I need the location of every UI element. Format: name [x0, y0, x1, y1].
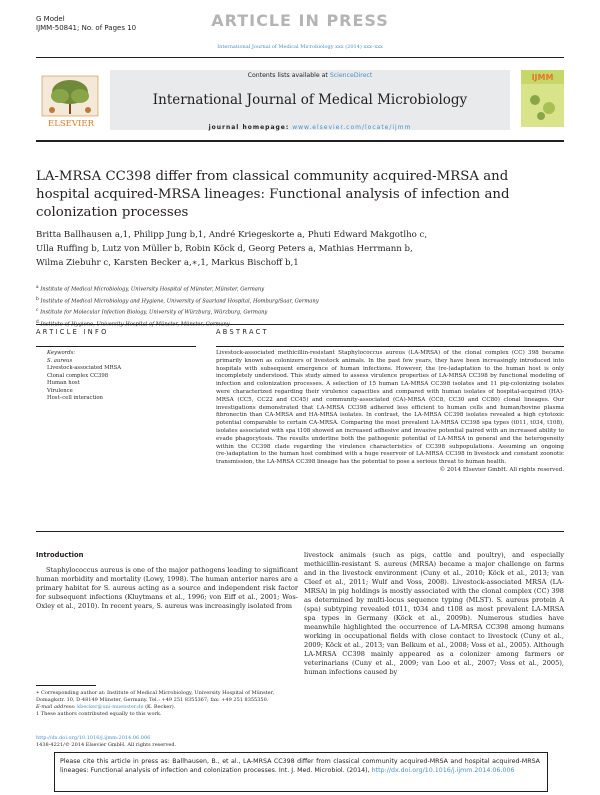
doi-link[interactable]: http://dx.doi.org/10.1016/j.ijmm.2014.06.006 — [36, 735, 151, 741]
email-label: E-mail address: — [36, 704, 76, 710]
sciencedirect-link[interactable]: ScienceDirect — [329, 72, 373, 79]
keywords-block — [47, 350, 197, 403]
email-suffix: (K. Becker). — [145, 704, 176, 710]
footnote-rule — [36, 685, 96, 686]
introduction-text: Staphylococcus aureus is one of the major pathogens leading to significant human morbidity and mortality (Lowy, 1998). The human anterior nares are a primary habitat for S. aureus acting as a source and independent risk factor for subsequent infections (Kluytmans et al., 1996; von Eiff et al., 2001; Wos-Oxley et al., 2010). In recent years, S. aureus was increasingly isolated from — [36, 566, 298, 610]
gmodel-label — [36, 15, 136, 33]
affiliation-d: $^d$ Institute of Hygiene, University Hospital of Münster, Münster, Germany — [36, 320, 230, 328]
contents-line — [110, 72, 510, 79]
article-info-rule — [36, 346, 196, 347]
affiliation-a: $^a$ Institute of Medical Microbiology, University Hospital of Münster, Münster, Germany — [36, 285, 265, 293]
journal-homepage — [110, 124, 510, 131]
affiliation-c: $^c$ Institute for Molecular Infection Biology, University of Würzburg, Würzburg, Germany — [36, 308, 268, 317]
article-info-section — [36, 328, 196, 347]
equal-contribution-note: 1 These authors contributed equally to this work. — [36, 711, 162, 717]
contents-prefix: Contents lists available at — [247, 72, 328, 79]
homepage-label: journal homepage: — [208, 124, 290, 131]
gmodel-text: G Model — [36, 15, 65, 23]
journal-cover-icon — [521, 70, 564, 127]
journal-cover — [521, 70, 564, 127]
email-link[interactable]: kbecker@uni-muenster.de — [77, 704, 144, 710]
keywords-label: Keywords: — [47, 350, 76, 356]
citation-text: Please cite this article in press as: Ballhausen, B., et al., LA-MRSA CC398 differ from classical community acquired-MRSA and hospital acquired-MRSA lineages: Functional analysis of infection and colonization processes. Int. J. Med. Microbiol. (2014), — [60, 758, 540, 774]
right-column-text: livestock animals (such as pigs, cattle and poultry), and especially methicillin-resistant S. aureus (MRSA) became a major challenge on farms and in the livestock environment (Cuny et al., 2010; Köck et al., 2013; van Cleef et al., 2011; Wulf and Voss, 2008). Livestock-associated MRSA (LA-MRSA) in pig holdings is mostly associated with the clonal complex (CC) 398 as determined by multi-locus sequence typing (MLST). S. aureus protein A (spa) subtyping revealed t011, t034 and t108 as most prevalent LA-MRSA spa types in Germany (Köck et al., 2009b). Numerous studies have meanwhile highlighted the occurrence of LA-MRSA CC398 among humans working in occupational fields with close contact to livestock (Cuny et al., 2009; Köck et al., 2013; van Belkum et al., 2008; Voss et al., 2005). Although LA-MRSA CC398 mainly appeared as a colonizer among farmers or veterinarians (Cuny et al., 2009; van Loo et al., 2007; Voss et al., 2005), human infections caused by — [304, 551, 564, 676]
elsevier-logo — [36, 74, 106, 130]
abstract-copyright: © 2014 Elsevier GmbH. All rights reserved. — [439, 466, 564, 473]
doi-issn-block — [36, 735, 298, 749]
keyword-5: Virulence — [47, 387, 73, 394]
keyword-1: S. aureus — [47, 357, 73, 364]
header-rule-top — [36, 57, 564, 58]
cover-title: IJMM — [531, 73, 554, 82]
article-info-header: ARTICLE INFO — [36, 328, 109, 336]
author-list — [36, 228, 556, 270]
abstract-header: ABSTRACT — [216, 328, 269, 336]
authors-line-3: Wilma Ziebuhr c, Karsten Becker a,∗,1, Markus Bischoff b,1 — [36, 258, 299, 268]
header-rule-bottom — [36, 140, 564, 142]
keyword-2: Livestock-associated MRSA — [47, 365, 122, 371]
right-column — [304, 551, 564, 677]
citation-doi-link[interactable]: http://dx.doi.org/10.1016/j.ijmm.2014.06.006 — [371, 767, 515, 774]
citation-text-block — [60, 757, 540, 775]
authors-line-2: Ulla Ruffing b, Lutz von Müller b, Robin Köck d, Georg Peters a, Mathias Herrmann b, — [36, 244, 413, 254]
introduction-heading: Introduction — [36, 551, 84, 559]
affiliations — [36, 283, 556, 330]
abstract-end-rule — [36, 531, 564, 532]
homepage-link[interactable]: www.elsevier.com/locate/ijmm — [292, 124, 412, 131]
ijmm-reference: IJMM-50841; No. of Pages 10 — [36, 24, 137, 32]
footnotes — [36, 690, 298, 718]
affiliation-b: $^b$ Institute of Medical Microbiology and Hygiene, University of Saarland Hospital, Homburg/Saar, Germany — [36, 296, 319, 305]
keyword-3: Clonal complex CC398 — [47, 372, 109, 379]
elsevier-wordmark: ELSEVIER — [48, 119, 94, 129]
article-in-press-banner: ARTICLE IN PRESS — [211, 11, 389, 30]
abstract-rule — [216, 346, 564, 347]
section-rule — [36, 324, 564, 325]
elsevier-tree-icon — [36, 74, 106, 130]
issn-line: 1438-4221/© 2014 Elsevier GmbH. All rights reserved. — [36, 742, 177, 748]
journal-title: International Journal of Medical Microbiology — [152, 92, 468, 108]
abstract-text: Livestock-associated methicillin-resistant Staphylococcus aureus (LA-MRSA) of the clonal complex (CC) 398 became primarily known as colonizers of livestock animals. In the past few years, they have been increasingly introduced into hospitals with subsequent emergence of human infections. However, the (re-)adaptation to the human host is only incompletely understood. This study aimed to assess virulence properties of LA-MRSA CC398 by functional modeling of infection and colonization processes. A selection of 15 human LA-MRSA CC398 isolates and 11 pig-colonizing isolates were characterized regarding their virulence capacities and compared with human isolates of hospital-acquired (HA)-MRSA (CC5, CC22 and CC45) and community-associated (CA)-MRSA (CC8, CC30 and CC80) clonal lineages. Our investigations demonstrated that LA-MRSA CC398 adhered less efficient to human cells and human/bovine plasma fibronectin than CA-MRSA and HA-MRSA isolates. In contrast, the LA-MRSA CC398 isolates revealed a high cytotoxic potential comparable to certain CA-MRSA. Comparing the most prevalent LA-MRSA CC398 spa types (t011, t034, t108), isolates associated with spa t108 showed an increased adhesive and invasive potential paired with an increased ability to evade phagocytosis. The results underline both the pathogenic potential of LA-MRSA in general and the heterogeneity within the CC398 clade regarding the virulence characteristics of CC398 subpopulations. Assuming an ongoing (re-)adaptation to the human host combined with a huge reservoir of LA-MRSA CC398 in livestock and constant zoonotic transmission, the LA-MRSA CC398 lineage has the potential to pose a serious threat to human health. — [216, 350, 564, 466]
journal-reference: International Journal of Medical Microbiology xxx (2014) xxx–xxx — [217, 44, 383, 50]
email-note — [36, 704, 298, 711]
corresponding-author-note: ∗ Corresponding author at: Institute of Medical Microbiology, University Hospital of Münster, Domagkstr. 10, D-48149 Münster, Germany. Tel.: +49 251 8355367; fax: +49 251 8355350. — [36, 690, 275, 703]
authors-line-1: Britta Ballhausen a,1, Philipp Jung b,1, André Kriegeskorte a, Phuti Edward Makgotlho c, — [36, 230, 428, 240]
keyword-6: Host–cell interaction — [47, 395, 103, 401]
abstract-section — [216, 328, 564, 347]
abstract-body — [216, 350, 564, 475]
article-title: LA-MRSA CC398 differ from classical community acquired-MRSA and hospital acquired-MRSA lineages: Functional analysis of infection and colonization processes — [36, 169, 510, 220]
introduction-column — [36, 551, 298, 611]
keyword-4: Human host — [47, 380, 80, 386]
